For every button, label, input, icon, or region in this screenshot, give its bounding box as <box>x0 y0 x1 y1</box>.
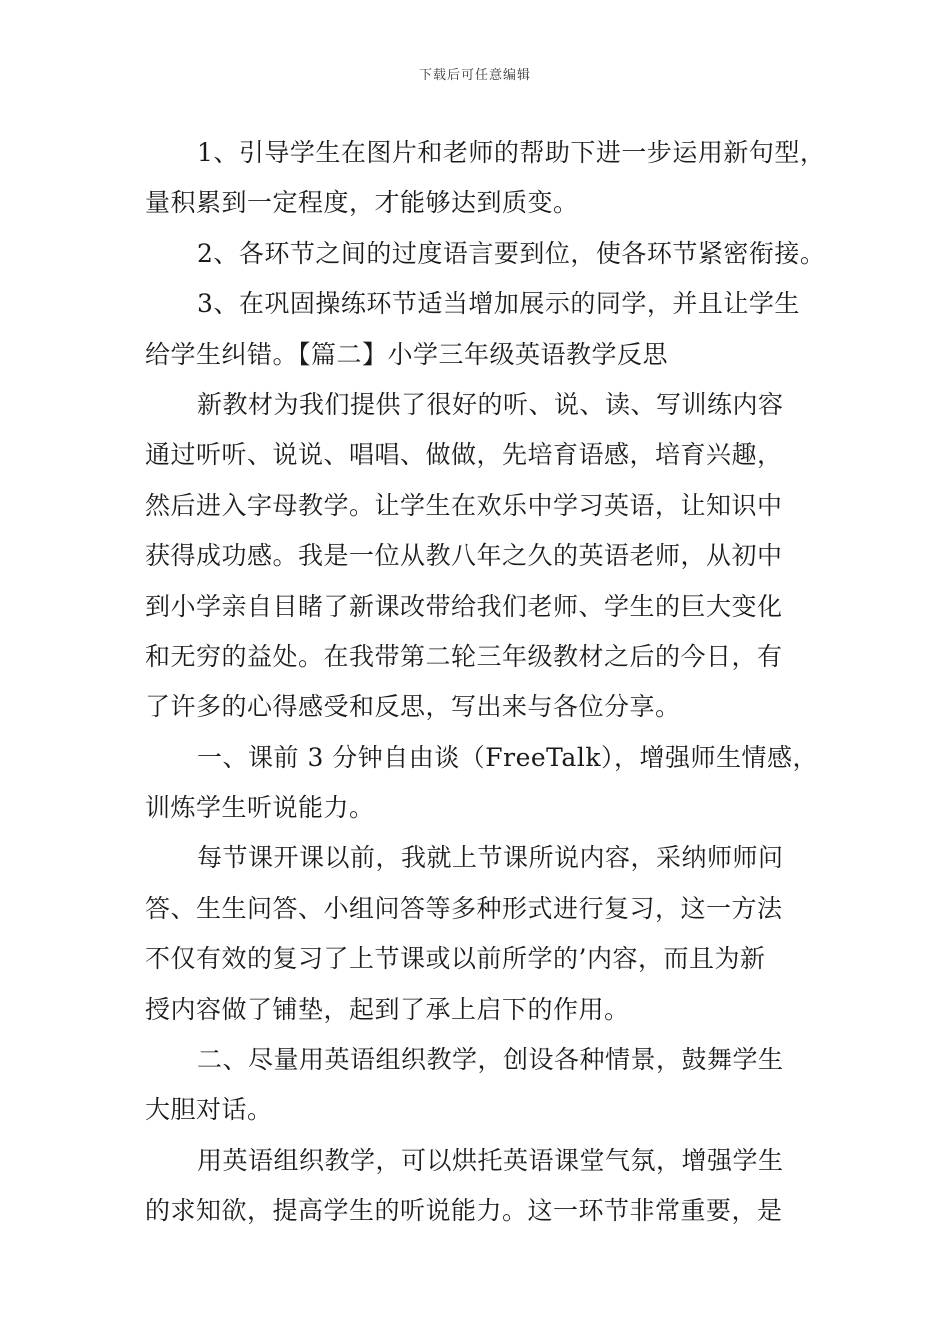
text-line: 答、生生问答、小组问答等多种形式进行复习，这一方法 <box>145 893 783 923</box>
text-line: 1、引导学生在图片和老师的帮助下进一步运用新句型， <box>197 138 826 167</box>
text-line: 通过听听、说说、唱唱、做做，先培育语感，培育兴趣， <box>145 440 783 470</box>
text-line: 的求知欲，提高学生的听说能力。这一环节非常重要，是 <box>145 1196 783 1226</box>
text-line: 授内容做了铺垫，起到了承上启下的作用。 <box>145 994 630 1024</box>
text-line: 然后进入字母教学。让学生在欢乐中学习英语，让知识中 <box>145 490 783 520</box>
text-line: 量积累到一定程度，才能够达到质变。 <box>145 188 579 218</box>
page-header: 下载后可任意编辑 <box>418 68 531 83</box>
text-line: 3、在巩固操练环节适当增加展示的同学，并且让学生 <box>197 289 800 319</box>
text-line: 2、各环节之间的过度语言要到位，使各环节紧密衔接。 <box>197 238 826 268</box>
text-line: 到小学亲自目睹了新课改带给我们老师、学生的巨大变化 <box>145 591 783 621</box>
text-line: 获得成功感。我是一位从教八年之久的英语老师，从初中 <box>145 541 783 571</box>
body-text <box>145 128 825 1237</box>
text-line: 二、尽量用英语组织教学，创设各种情景，鼓舞学生 <box>197 1045 784 1075</box>
text-line: 了许多的心得感受和反思，写出来与各位分享。 <box>145 692 681 722</box>
text-line: 和无穷的益处。在我带第二轮三年级教材之后的今日，有 <box>145 641 783 671</box>
text-line: 训炼学生听说能力。 <box>145 793 375 823</box>
text-line: 用英语组织教学，可以烘托英语课堂气氛，增强学生 <box>197 1145 784 1175</box>
text-line: 大胆对话。 <box>145 1095 273 1125</box>
text-line: 给学生纠错。【篇二】小学三年级英语教学反思 <box>145 339 669 369</box>
text-line: 不仅有效的复习了上节课或以前所学的’内容，而且为新 <box>145 944 766 974</box>
text-line: 每节课开课以前，我就上节课所说内容，采纳师师问 <box>197 843 784 873</box>
text-line: 一、课前 3 分钟自由谈（FreeTalk），增强师生情感， <box>197 742 818 772</box>
text-line: 新教材为我们提供了很好的听、说、读、写训练内容 <box>197 389 784 419</box>
